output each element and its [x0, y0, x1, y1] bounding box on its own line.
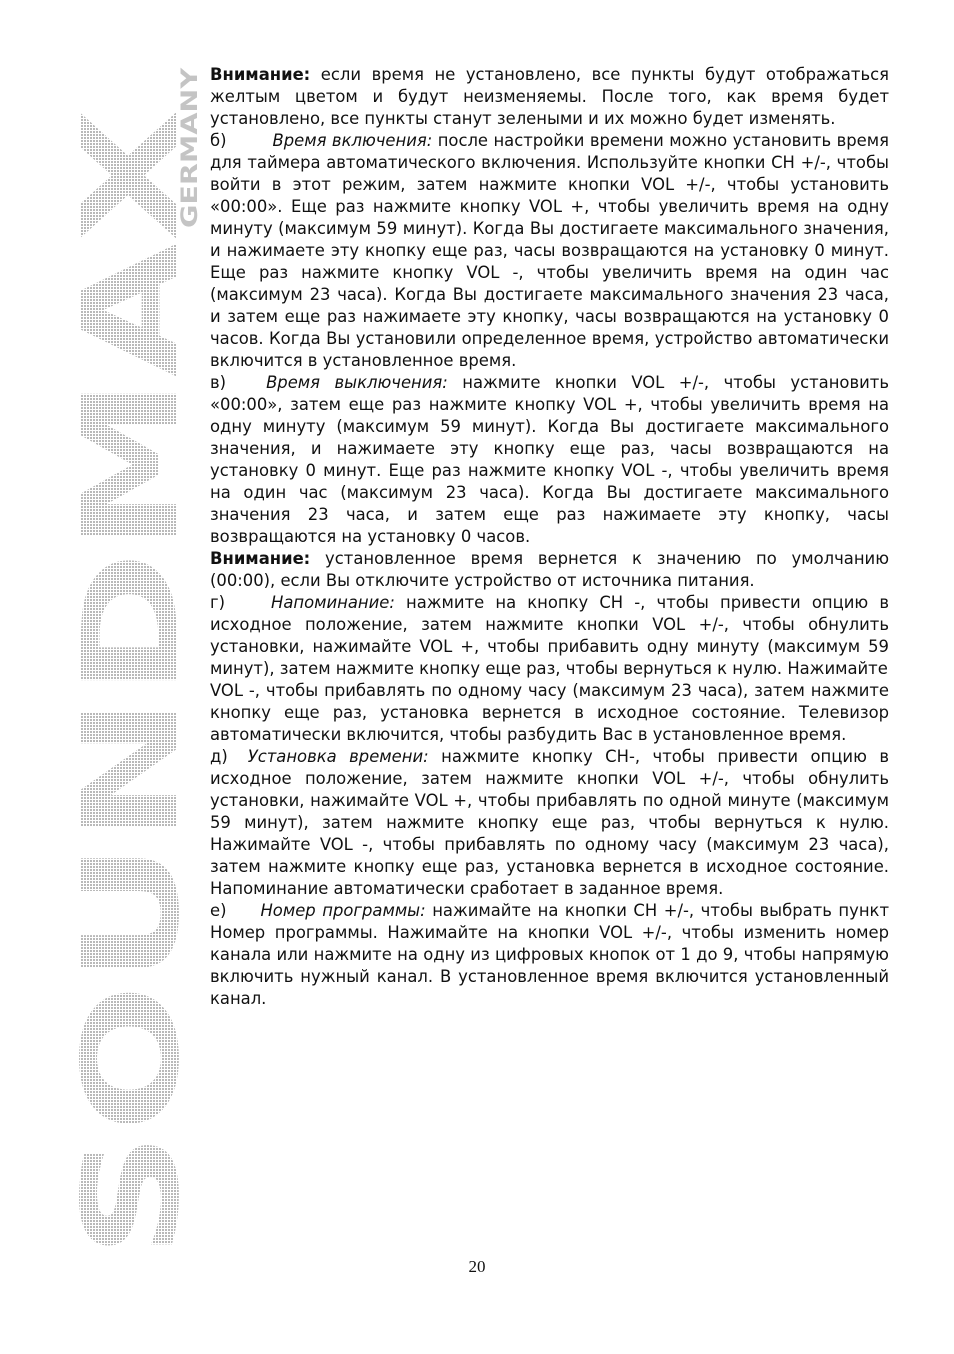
list-item-d [210, 746, 889, 900]
item-text: VOL -, чтобы прибавлять по одному часу (максимум 23 часа), затем нажмите кнопку еще раз, установка вернется в исходное состояние. Телевизор автоматически включится, чтобы разбудить Вас в установленное время. [210, 681, 889, 744]
note-paragraph [210, 548, 889, 592]
list-item-b [210, 130, 889, 372]
note-paragraph [210, 64, 889, 130]
item-text: нажмите кнопку CH-, чтобы привести опцию в исходное положение, затем нажмите кнопки VOL +/-, чтобы обнулить установки, нажимайте VOL +, чтобы прибавлять по одной минуте (максимум 59 минут), затем нажмите кнопку еще раз, чтобы вернуться к нулю. Нажимайте VOL -, чтобы прибавлять по одному часу (максимум 23 часа), затем нажмите кнопку еще раз, установка вернется в исходное состояние. Напоминание автоматически сработает в заданное время. [210, 747, 889, 898]
item-title: Время включения: [272, 131, 433, 150]
item-text: нажмите кнопки VOL +/-, чтобы установить «00:00», затем еще раз нажмите кнопку VOL +, чтобы увеличить время на одну минуту (максимум 59 минут). Когда Вы достигаете максимального значения, и нажимаете эту кнопку еще раз, часы возвращаются на установку 0 минут. Еще раз нажмите кнопку VOL -, чтобы увеличить время на один час (максимум 23 часа). Когда Вы достигаете максимального значения 23 часа, и затем еще раз нажимаете эту кнопку, часы возвращаются на установку 0 часов. [210, 373, 889, 546]
item-text: нажмите на кнопку CH -, чтобы привести опцию в исходное положение, затем нажмите кнопки VOL +/-, чтобы обнулить установки, нажимайте VOL +, чтобы прибавить одну минуту (максимум 59 минут), затем нажмите кнопку еще раз, чтобы вернуться к нулю. Нажимайте [210, 593, 889, 678]
item-marker: б) [210, 131, 227, 150]
item-text: нажимайте на кнопки CH +/-, чтобы выбрать пункт Номер программы. Нажимайте на кнопки VOL +/-, чтобы изменить номер канала или нажмите на одну из цифровых кнопок от 1 до 9, чтобы напрямую включить нужный канал. В установленное время включится установленный канал. [210, 901, 889, 1008]
list-item-g [210, 592, 889, 680]
item-title: Номер программы: [260, 901, 426, 920]
item-text: после настройки времени можно установить время для таймера автоматического включения. Используйте кнопки CH +/-, чтобы войти в этот режим, затем нажмите кнопки VOL +/-, чтобы установить «00:00». Еще раз нажмите кнопку VOL +, чтобы увеличить время на одну минуту (максимум 59 минут). Когда Вы достигаете максимального значения, и нажимаете эту кнопку еще раз, часы возвращаются на установку 0 минут. Еще раз нажмите кнопку VOL -, чтобы увеличить время на один час (максимум 23 часа). Когда Вы достигаете максимального значения 23 часа, и затем еще раз нажимаете эту кнопку, часы возвращаются на установку 0 часов. Когда Вы установили определенное время, устройство автоматически включится в установленное время. [210, 131, 889, 370]
list-item-g-continued [210, 680, 889, 746]
note-label: Внимание: [210, 65, 311, 84]
brand-logo: SOUNDMAX [55, 388, 209, 1258]
item-title: Время выключения: [266, 373, 448, 392]
manual-content [210, 64, 889, 1010]
item-title: Напоминание: [271, 593, 395, 612]
note-text: установленное время вернется к значению по умолчанию (00:00), если Вы отключите устройство от источника питания. [210, 549, 889, 590]
list-item-v [210, 372, 889, 548]
item-marker: в) [210, 373, 227, 392]
list-item-e [210, 900, 889, 1010]
item-marker: г) [210, 593, 226, 612]
note-text: если время не установлено, все пункты будут отображаться желтым цветом и будут неизменяемы. После того, как время будет установлено, все пункты станут зелеными и их можно будет изменять. [210, 65, 889, 128]
page-number: 20 [468, 1257, 486, 1276]
brand-watermark [55, 58, 209, 1258]
item-marker: е) [210, 901, 227, 920]
note-label: Внимание: [210, 549, 311, 568]
item-title: Установка времени: [247, 747, 429, 766]
item-marker: д) [210, 747, 228, 766]
brand-subtitle: GERMANY [178, 104, 203, 228]
